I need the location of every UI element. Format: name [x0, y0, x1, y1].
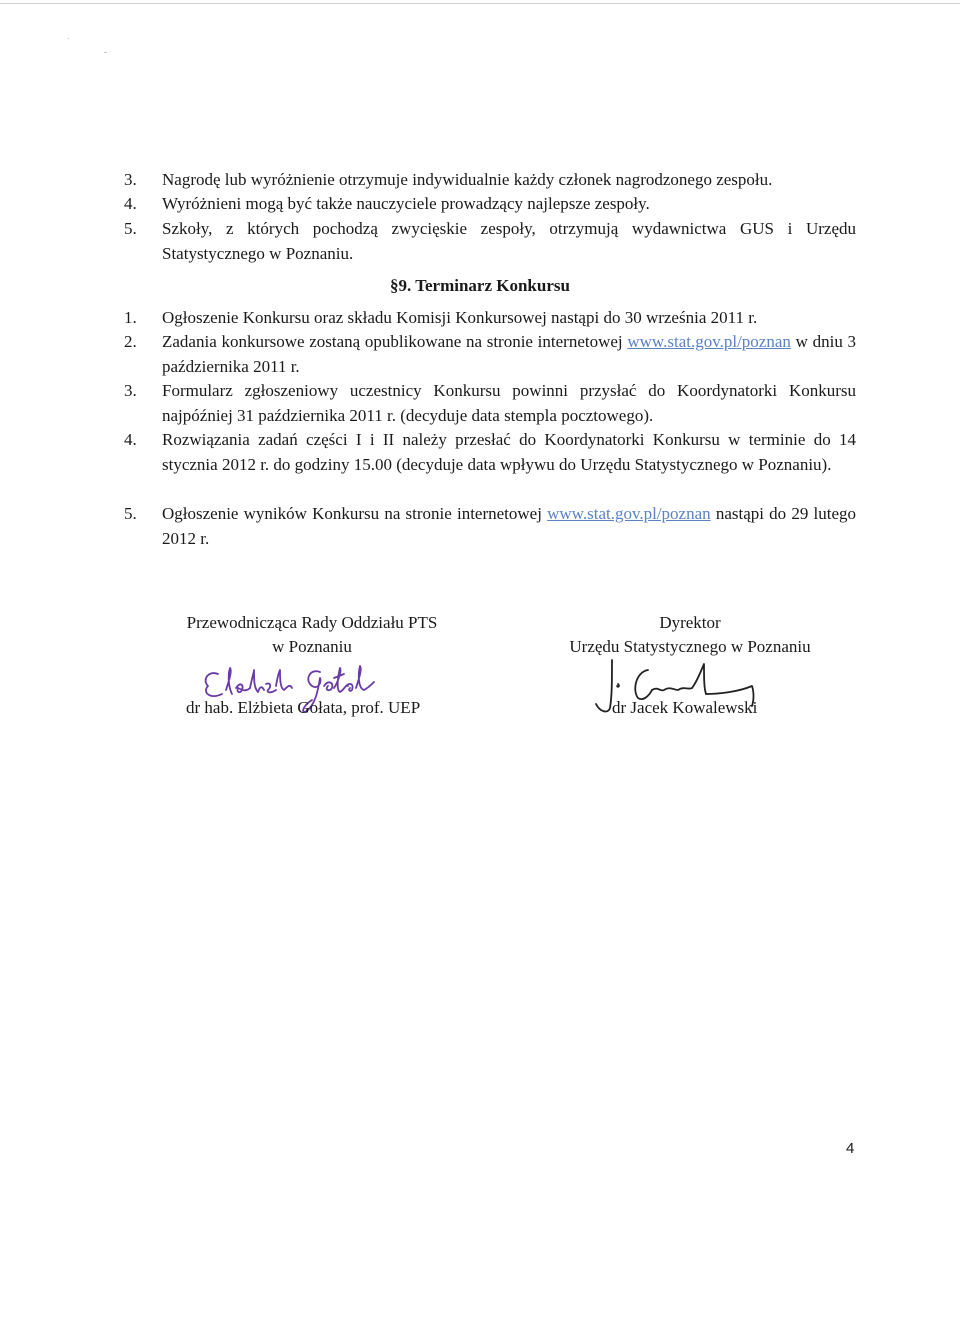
item-number: 3.: [124, 170, 137, 189]
item-text: Formularz zgłoszeniowy uczestnicy Konkursu powinni przysłać do Koordynatorki Konkursu najpóźniej 31 października 2011 r. (decyduje data stempla pocztowego).: [162, 381, 856, 425]
item-text: [162, 502, 856, 551]
item-text: [162, 330, 856, 379]
scan-edge-line: [0, 3, 960, 4]
item-number: 4.: [124, 194, 137, 213]
item-text-before: Ogłoszenie wyników Konkursu na stronie internetowej: [162, 504, 542, 523]
item-text: Nagrodę lub wyróżnienie otrzymuje indywidualnie każdy członek nagrodzonego zespołu.: [162, 170, 773, 189]
signer-name-right: dr Jacek Kowalewski: [612, 698, 758, 717]
scan-speck: [104, 52, 107, 53]
stat-gov-link[interactable]: www.stat.gov.pl/poznan: [547, 504, 711, 523]
item-number: 3.: [124, 381, 137, 400]
item-number: 2.: [124, 332, 137, 351]
item-number: 5.: [124, 504, 137, 523]
section-heading-text: §9. Terminarz Konkursu: [390, 276, 570, 295]
item-text: Wyróżnieni mogą być także nauczyciele prowadzący najlepsze zespoły.: [162, 194, 650, 213]
signer-title: Dyrektor: [659, 613, 721, 632]
signature-block-left: [152, 611, 472, 659]
item-text: Rozwiązania zadań części I i II należy przesłać do Koordynatorki Konkursu w terminie do 14 stycznia 2012 r. do godziny 15.00 (decyduje data wpływu do Urzędu Statystycznego w Poznaniu).: [162, 430, 856, 474]
item-text: Szkoły, z których pochodzą zwycięskie zespoły, otrzymują wydawnictwa GUS i Urzędu Statystycznego w Poznaniu.: [162, 219, 856, 263]
item-text: Ogłoszenie Konkursu oraz składu Komisji Konkursowej nastąpi do 30 września 2011 r.: [162, 308, 758, 327]
scan-speck: [68, 38, 69, 39]
item-text-before: Zadania konkursowe zostaną opublikowane na stronie internetowej: [162, 332, 623, 351]
signer-name-left: dr hab. Elżbieta Gołata, prof. UEP: [186, 698, 421, 717]
item-text-after: nastąpi do 29 lutego 2012 r.: [162, 504, 856, 548]
item-text-after: w dniu 3 października 2011 r.: [162, 332, 857, 376]
section-heading: [0, 276, 960, 296]
page-number: 4: [846, 1140, 855, 1157]
stat-gov-link[interactable]: www.stat.gov.pl/poznan: [627, 332, 791, 351]
signer-institution: Urzędu Statystycznego w Poznaniu: [569, 637, 811, 656]
signer-title: Przewodnicząca Rady Oddziału PTS: [186, 613, 438, 632]
item-number: 1.: [124, 308, 137, 327]
item-number: 5.: [124, 219, 137, 238]
item-number: 4.: [124, 430, 137, 449]
signer-location: w Poznaniu: [272, 637, 352, 656]
